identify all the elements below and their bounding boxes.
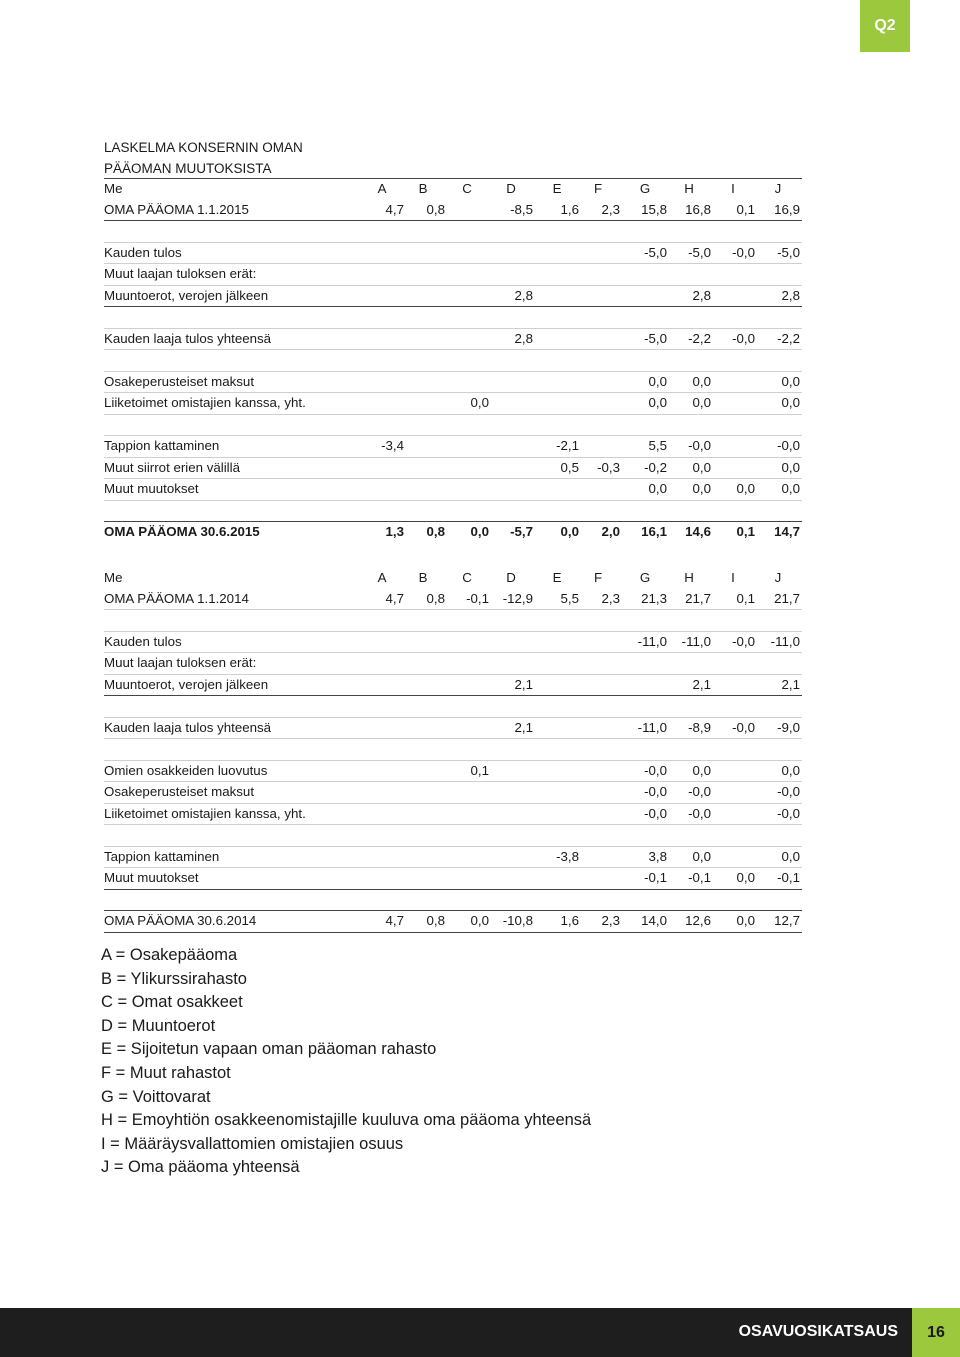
- column-header: D: [506, 181, 516, 196]
- row-label: Me: [104, 570, 123, 585]
- row-label: OMA PÄÄOMA 30.6.2015: [104, 524, 260, 539]
- table-cell: 3,8: [648, 848, 667, 864]
- column-header: B: [418, 570, 428, 585]
- table-cell: 2,3: [601, 913, 620, 928]
- quarter-badge: Q2: [860, 0, 910, 52]
- table-cell: -0,1: [644, 870, 667, 885]
- table-cell: 2,1: [514, 719, 533, 735]
- table-cell: 16,1: [641, 524, 667, 539]
- column-header: E: [552, 570, 562, 585]
- row-label: OMA PÄÄOMA 1.1.2014: [104, 590, 249, 606]
- table-cell: 0,0: [692, 481, 711, 496]
- table-row: [104, 329, 802, 351]
- table-cell: 0,0: [781, 762, 800, 778]
- table-cell: 0,8: [426, 590, 445, 606]
- table-cell: 21,7: [685, 590, 711, 606]
- table-cell: 0,0: [648, 395, 667, 410]
- table-row: [104, 804, 802, 826]
- column-header: G: [639, 570, 651, 585]
- table-cell: -11,0: [637, 719, 667, 735]
- table-cell: 0,0: [736, 913, 755, 928]
- table-row: [104, 890, 802, 912]
- table-cell: 0,0: [560, 524, 579, 539]
- table-cell: 0,0: [781, 848, 800, 864]
- row-label: Muut muutokset: [104, 481, 199, 496]
- column-header: D: [506, 570, 516, 585]
- row-label: Muut laajan tuloksen erät:: [104, 266, 257, 281]
- column-header: I: [731, 181, 735, 196]
- table-cell: 0,0: [736, 481, 755, 496]
- table-cell: -0,0: [777, 784, 800, 799]
- table-cell: -0,0: [732, 719, 755, 735]
- table-cell: -2,1: [556, 438, 579, 453]
- row-label: Kauden tulos: [104, 244, 182, 260]
- table-cell: 15,8: [641, 201, 667, 217]
- table-cell: -11,0: [637, 633, 667, 649]
- legend-item: G = Voittovarat: [101, 1087, 211, 1106]
- table-cell: -0,0: [777, 805, 800, 821]
- column-header: I: [731, 570, 735, 585]
- column-header: J: [774, 570, 782, 585]
- table-row: [104, 501, 802, 523]
- column-legend: [101, 944, 591, 1180]
- table-cell: 0,0: [470, 395, 489, 410]
- table-row: [104, 675, 802, 697]
- table-cell: 2,1: [692, 676, 711, 692]
- table-row: [104, 479, 802, 501]
- table-cell: -2,2: [777, 330, 800, 346]
- table-row: [104, 653, 802, 675]
- row-label: Liiketoimet omistajien kanssa, yht.: [104, 805, 306, 821]
- row-label: Muut siirrot erien välillä: [104, 459, 240, 475]
- table-cell: 0,0: [648, 373, 667, 389]
- table-cell: 4,7: [385, 913, 404, 928]
- title-line-2: PÄÄOMAN MUUTOKSISTA: [104, 161, 272, 176]
- footer-title: OSAVUOSIKATSAUS: [738, 1323, 898, 1340]
- table-row: [104, 307, 802, 329]
- table-row: [104, 264, 802, 286]
- table-row: [104, 522, 802, 543]
- table-cell: 14,6: [685, 524, 711, 539]
- table-cell: 0,0: [692, 373, 711, 389]
- table-cell: 0,0: [692, 848, 711, 864]
- table-cell: -5,7: [510, 524, 533, 539]
- table-cell: 16,8: [685, 201, 711, 217]
- legend-item: F = Muut rahastot: [101, 1063, 231, 1082]
- table-cell: 1,6: [560, 201, 579, 217]
- table-cell: 2,1: [781, 676, 800, 692]
- table-cell: 12,7: [774, 913, 800, 928]
- legend-item: H = Emoyhtiön osakkeenomistajille kuuluva oma pääoma yhteensä: [101, 1111, 592, 1130]
- table-cell: 1,3: [385, 524, 404, 539]
- table-cell: -9,0: [777, 719, 800, 735]
- legend-item: I = Määräysvallattomien omistajien osuus: [101, 1134, 404, 1153]
- table-cell: -3,8: [556, 848, 579, 864]
- column-header: C: [462, 181, 472, 196]
- table-cell: 5,5: [648, 438, 667, 453]
- table-cell: -0,0: [688, 805, 711, 821]
- table-cell: 14,0: [641, 913, 667, 928]
- table-cell: 0,1: [470, 762, 489, 778]
- table-cell: 2,1: [514, 676, 533, 692]
- table-row: [104, 589, 802, 611]
- table-cell: 0,0: [736, 870, 755, 885]
- column-header: F: [593, 181, 603, 196]
- table-cell: -0,0: [644, 784, 667, 799]
- table-cell: -12,9: [502, 590, 533, 606]
- table-cell: 2,8: [692, 287, 711, 303]
- page-title: [104, 138, 303, 180]
- table-cell: 4,7: [385, 590, 404, 606]
- table-cell: -5,0: [777, 244, 800, 260]
- table-cell: 4,7: [385, 201, 404, 217]
- table-row: [104, 761, 802, 783]
- row-label: Osakeperusteiset maksut: [104, 784, 255, 799]
- column-header: G: [639, 181, 651, 196]
- table-row: [104, 243, 802, 265]
- table-cell: 0,0: [781, 395, 800, 410]
- table-cell: -0,0: [732, 633, 755, 649]
- table-row: [104, 415, 802, 437]
- row-label: Kauden laaja tulos yhteensä: [104, 330, 272, 346]
- legend-item: D = Muuntoerot: [101, 1016, 216, 1035]
- page-footer: [0, 1308, 960, 1357]
- table-row: [104, 568, 802, 589]
- table-row: [104, 200, 802, 222]
- table-cell: 2,3: [601, 590, 620, 606]
- column-header: A: [377, 570, 387, 585]
- row-label: Osakeperusteiset maksut: [104, 373, 255, 389]
- table-cell: 14,7: [774, 524, 800, 539]
- table-cell: 2,8: [781, 287, 800, 303]
- legend-item: A = Osakepääoma: [101, 946, 238, 964]
- table-row: [104, 696, 802, 718]
- table-cell: -0,0: [688, 784, 711, 799]
- row-label: Muut laajan tuloksen erät:: [104, 655, 257, 670]
- row-label: Muuntoerot, verojen jälkeen: [104, 287, 269, 303]
- column-header: H: [684, 181, 694, 196]
- column-header: H: [684, 570, 694, 585]
- table-row: [104, 458, 802, 480]
- row-label: Tappion kattaminen: [104, 848, 220, 864]
- table-cell: 0,8: [426, 201, 445, 217]
- table-cell: -0,1: [777, 870, 800, 885]
- table-cell: -0,3: [597, 459, 620, 475]
- table-cell: 21,3: [641, 590, 667, 606]
- table-cell: -0,2: [644, 459, 667, 475]
- row-label: Me: [104, 181, 123, 196]
- table-cell: -11,0: [681, 633, 711, 649]
- row-label: Omien osakkeiden luovutus: [104, 762, 268, 778]
- table-cell: -0,0: [732, 330, 755, 346]
- table-cell: 0,1: [736, 524, 755, 539]
- row-label: Tappion kattaminen: [104, 438, 220, 453]
- table-cell: -0,0: [688, 438, 711, 453]
- row-label: Muut muutokset: [104, 870, 199, 885]
- table-cell: -11,0: [770, 633, 800, 649]
- column-header: A: [377, 181, 387, 196]
- row-label: Liiketoimet omistajien kanssa, yht.: [104, 395, 306, 410]
- equity-table-2015: [104, 178, 802, 543]
- table-cell: -0,1: [466, 590, 489, 606]
- table-cell: 2,0: [601, 524, 620, 539]
- table-row: [104, 825, 802, 847]
- table-cell: 0,1: [736, 201, 755, 217]
- table-cell: 0,5: [560, 459, 579, 475]
- table-cell: -0,0: [644, 805, 667, 821]
- table-cell: 0,0: [692, 762, 711, 778]
- column-header: E: [552, 181, 562, 196]
- legend-item: C = Omat osakkeet: [101, 993, 243, 1012]
- table-cell: -2,2: [688, 330, 711, 346]
- table-cell: 5,5: [560, 590, 579, 606]
- table-cell: 0,0: [781, 481, 800, 496]
- table-cell: 2,8: [514, 287, 533, 303]
- row-label: Kauden laaja tulos yhteensä: [104, 719, 272, 735]
- table-row: [104, 610, 802, 632]
- table-row: [104, 911, 802, 933]
- table-cell: 0,0: [470, 913, 489, 928]
- table-cell: -0,0: [777, 438, 800, 453]
- table-cell: 2,8: [514, 330, 533, 346]
- column-header: F: [593, 570, 603, 585]
- table-row: [104, 436, 802, 458]
- column-header: B: [418, 181, 428, 196]
- table-cell: -5,0: [688, 244, 711, 260]
- table-cell: -8,5: [510, 201, 533, 217]
- table-cell: 0,0: [692, 459, 711, 475]
- table-row: [104, 782, 802, 804]
- table-row: [104, 847, 802, 869]
- table-cell: 0,0: [470, 524, 489, 539]
- table-cell: 16,9: [774, 201, 800, 217]
- legend-item: J = Oma pääoma yhteensä: [101, 1158, 300, 1177]
- table-row: [104, 739, 802, 761]
- table-cell: 1,6: [560, 913, 579, 928]
- equity-table-2014: [104, 568, 802, 933]
- table-row: [104, 179, 802, 200]
- row-label: OMA PÄÄOMA 30.6.2014: [104, 913, 257, 928]
- table-cell: -0,1: [688, 870, 711, 885]
- row-label: Muuntoerot, verojen jälkeen: [104, 676, 269, 692]
- table-cell: -0,0: [644, 762, 667, 778]
- table-cell: 2,3: [601, 201, 620, 217]
- legend-item: E = Sijoitetun vapaan oman pääoman rahasto: [101, 1040, 437, 1059]
- legend-item: B = Ylikurssirahasto: [101, 969, 247, 988]
- column-header: C: [462, 570, 472, 585]
- table-cell: -3,4: [381, 438, 404, 453]
- table-cell: -10,8: [502, 913, 533, 928]
- column-header: J: [774, 181, 782, 196]
- table-cell: -5,0: [644, 244, 667, 260]
- row-label: Kauden tulos: [104, 633, 182, 649]
- table-cell: 0,8: [426, 524, 445, 539]
- table-row: [104, 221, 802, 243]
- table-cell: 21,7: [774, 590, 800, 606]
- table-cell: -8,9: [688, 719, 711, 735]
- table-cell: 0,1: [736, 590, 755, 606]
- row-label: OMA PÄÄOMA 1.1.2015: [104, 201, 249, 217]
- table-cell: 12,6: [685, 913, 711, 928]
- table-cell: 0,8: [426, 913, 445, 928]
- table-row: [104, 718, 802, 740]
- table-row: [104, 868, 802, 890]
- table-row: [104, 350, 802, 372]
- table-cell: -0,0: [732, 244, 755, 260]
- title-line-1: LASKELMA KONSERNIN OMAN: [104, 140, 303, 155]
- table-row: [104, 286, 802, 308]
- table-row: [104, 632, 802, 654]
- table-cell: 0,0: [781, 459, 800, 475]
- table-cell: 0,0: [648, 481, 667, 496]
- table-cell: 0,0: [781, 373, 800, 389]
- table-cell: 0,0: [692, 395, 711, 410]
- table-row: [104, 393, 802, 415]
- table-cell: -5,0: [644, 330, 667, 346]
- page-number: 16: [912, 1308, 960, 1357]
- table-row: [104, 372, 802, 394]
